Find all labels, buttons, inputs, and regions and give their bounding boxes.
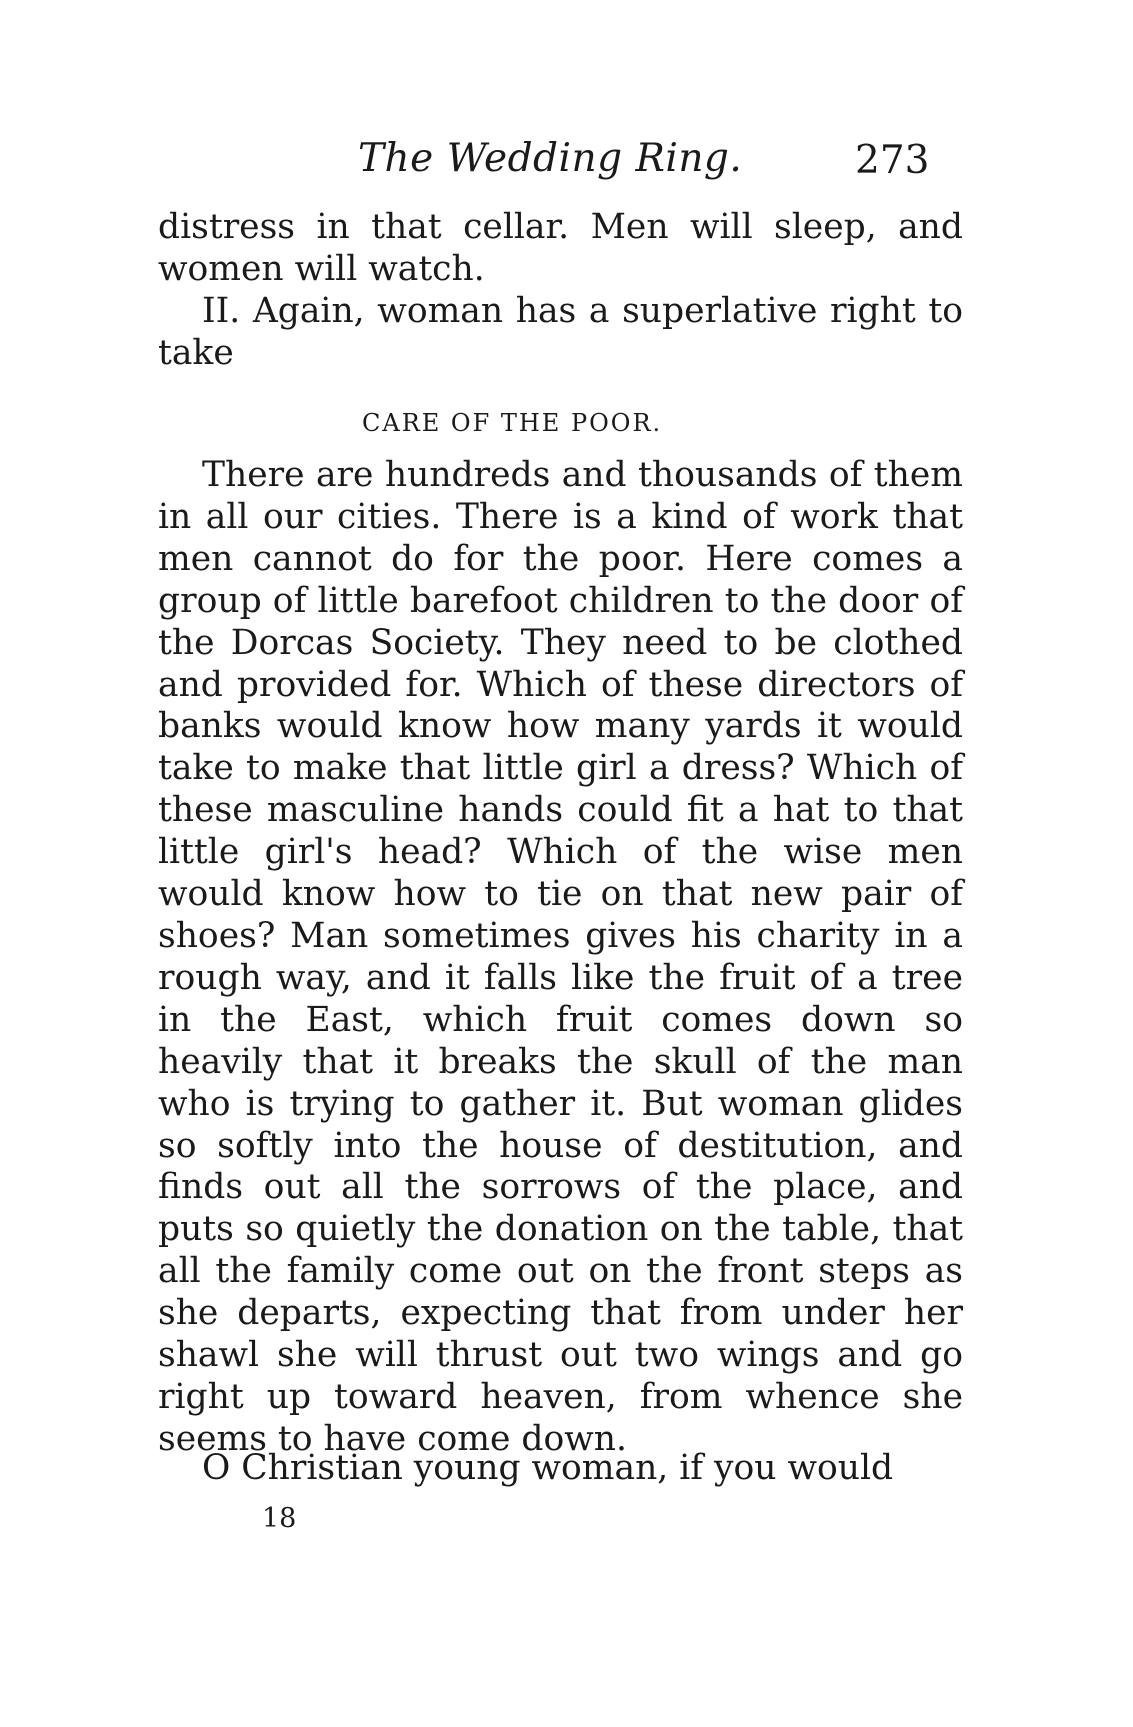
paragraph-section-intro: II. Again, woman has a superlative right to take (158, 291, 963, 373)
page-number: 273 (855, 138, 930, 183)
paragraph-main: There are hundreds and thousands of them in all our cities. There is a kind of work that men cannot do for the poor. Here comes a group of little barefoot children to the door of the Dorcas Society. They need to be clothed and provided for. Which of these directors of banks would know how many yards it would take to make that little girl a dress? Which of these masculine hands could fit a hat to that little girl's head? Which of the wise men would know how to tie on that new pair of shoes? Man sometimes gives his charity in a rough way, and it falls like the fruit of a tree in the East, which fruit comes down so heavily that it breaks the skull of the man who is trying to gather it. But woman glides so softly into the house of destitution, and finds out all the sorrows of the place, and puts so quietly the donation on the table, that all the family come out on the front steps as she departs, expecting that from under her shawl she will thrust out two wings and go right up toward heaven, from whence she seems to have come down. (158, 455, 963, 1459)
running-title: The Wedding Ring. (358, 136, 743, 181)
paragraph-closing: O Christian young woman, if you would (202, 1448, 894, 1488)
section-heading: CARE OF THE POOR. (362, 409, 663, 437)
signature-mark: 18 (262, 1503, 297, 1534)
paragraph-continuation: distress in that cellar. Men will sleep, and women will watch. (158, 207, 963, 289)
